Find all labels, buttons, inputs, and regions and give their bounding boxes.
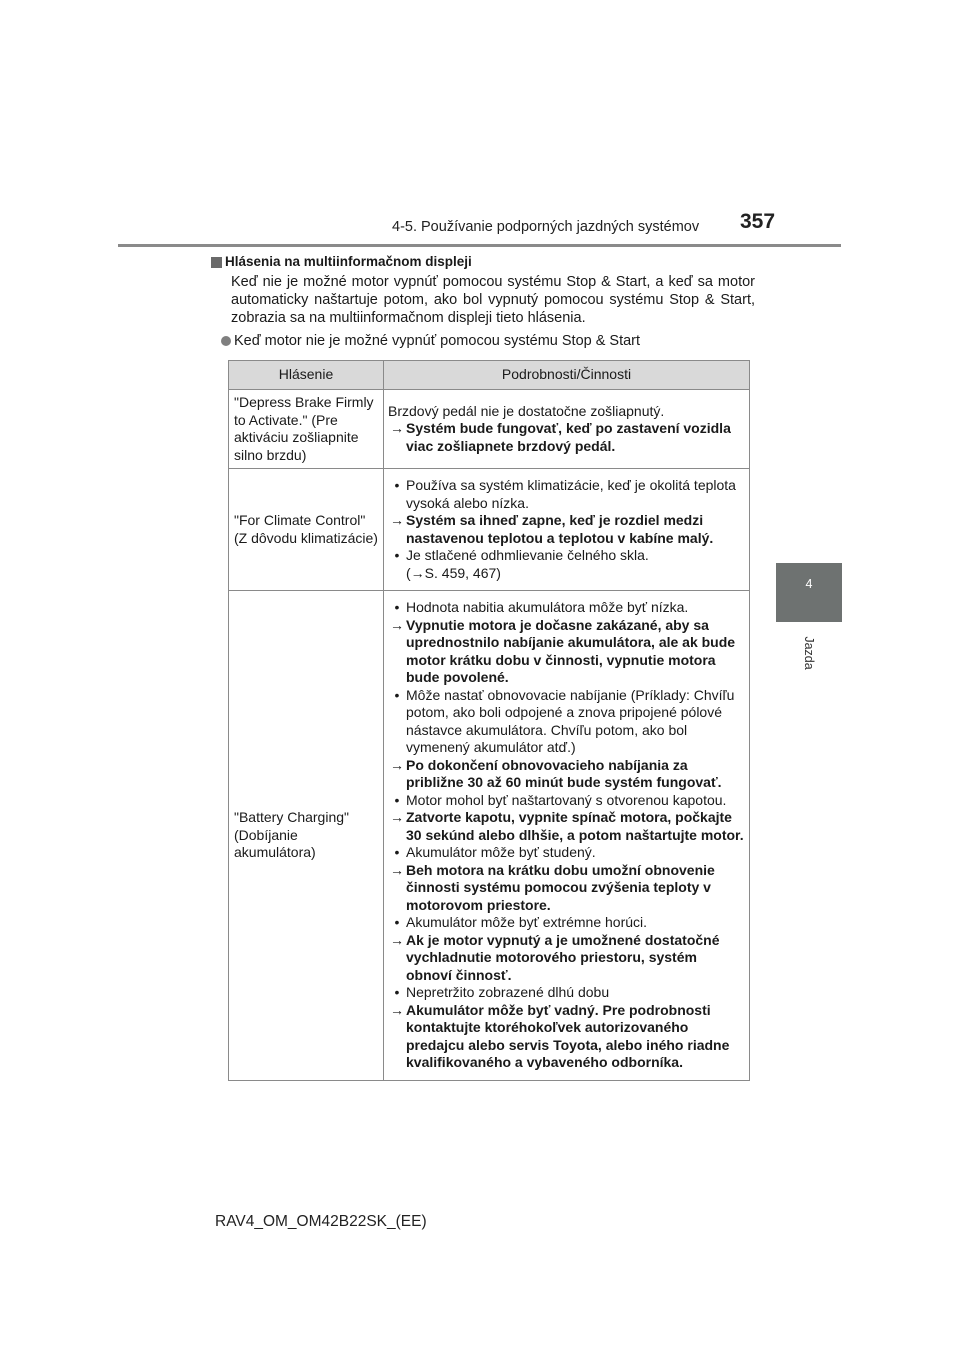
bullet-icon: • (394, 686, 400, 703)
messages-table (228, 360, 750, 1081)
square-bullet-icon (211, 257, 222, 268)
details-cell (384, 390, 750, 469)
item-text: Systém sa ihneď zapne, keď je rozdiel medzi nastavenou teplotou a teplotou v kabíne malý. (406, 512, 714, 546)
item-text: Nepretržito zobrazené dlhú dobu (406, 984, 610, 1000)
bullet-item (388, 687, 745, 757)
item-text: Akumulátor môže byť studený. (406, 844, 596, 860)
reference-item (388, 565, 745, 583)
item-text: Systém bude fungovať, keď po zastavení vozidla viac zošliapnete brzdový pedál. (406, 420, 731, 454)
message-cell: "Depress Brake Firmly to Activate." (Pre aktiváciu zošliapnite silno brzdu) (229, 390, 384, 469)
item-text: Hodnota nabitia akumulátora môže byť nízka. (406, 599, 689, 615)
chapter-label-text: Jazda (802, 636, 816, 670)
bullet-item (388, 792, 745, 810)
section-heading-text: Hlásenia na multiinformačnom displeji (225, 254, 472, 269)
bullet-item (388, 547, 745, 565)
bullet-icon: • (394, 791, 400, 808)
item-text: Akumulátor môže byť extrémne horúci. (406, 914, 648, 930)
bullet-icon: • (394, 984, 400, 1000)
arrow-icon: → (390, 861, 404, 878)
table-header-row (229, 361, 750, 390)
detail-text: Brzdový pedál nie je dostatočne zošliapnutý. (388, 402, 665, 419)
bullet-icon: • (394, 477, 400, 493)
arrow-icon: → (390, 616, 404, 633)
bullet-icon: • (394, 547, 400, 563)
table-row (229, 591, 750, 1081)
table-body (229, 390, 750, 1081)
bullet-item (388, 477, 745, 512)
message-cell: "For Climate Control" (Z dôvodu klimatizácie) (229, 469, 384, 591)
item-text: Motor mohol byť naštartovaný s otvorenou kapotou. (406, 791, 727, 808)
bullet-item (388, 844, 745, 862)
header-divider (118, 244, 841, 247)
item-text: Zatvorte kapotu, vypnite spínač motora, počkajte 30 sekúnd alebo dlhšie, a potom naštartujte motor. (406, 809, 744, 843)
action-item (388, 932, 745, 985)
message-cell: "Battery Charging" (Dobíjanie akumulátora) (229, 591, 384, 1081)
circle-bullet-item (221, 332, 751, 350)
section-title: 4-5. Používanie podporných jazdných systémov (392, 219, 700, 235)
item-text: (→S. 459, 467) (406, 564, 501, 581)
action-item (388, 420, 745, 455)
item-text: Používa sa systém klimatizácie, keď je okolitá teplota vysoká alebo nízka. (406, 477, 736, 511)
arrow-icon: → (390, 1001, 404, 1018)
item-text: Beh motora na krátku dobu umožní obnovenie činnosti systému pomocou zvýšenia teploty v motorovom priestore. (406, 861, 715, 913)
section-heading (211, 253, 751, 271)
item-text: Môže nastať obnovovacie nabíjanie (Príklady: Chvíľu potom, ako boli odpojené a znova pripojené pólové nástavce akumulátora. Chvíľu potom, ako bol vymenený akumulátor atď.) (406, 686, 735, 755)
details-cell (384, 469, 750, 591)
item-text: Ak je motor vypnutý a je umožnené dostatočné vychladnutie motorového priestoru, systém obnoví činnosť. (406, 931, 720, 983)
bullet-item (388, 914, 745, 932)
indent-spacer (388, 565, 406, 583)
details-cell (384, 591, 750, 1081)
item-text: Je stlačené odhmlievanie čelného skla. (406, 547, 649, 563)
arrow-icon: → (390, 931, 404, 948)
circle-bullet-text: Keď motor nie je možné vypnúť pomocou systému Stop & Start (234, 333, 641, 349)
bullet-icon: • (394, 844, 400, 860)
arrow-icon: → (390, 420, 404, 437)
action-item (388, 617, 745, 687)
action-item (388, 1002, 745, 1072)
action-item (388, 512, 745, 547)
chapter-label (801, 630, 815, 678)
arrow-icon: → (390, 809, 404, 825)
arrow-icon: → (390, 756, 404, 773)
chapter-tab: 4 (776, 563, 842, 622)
intro-paragraph: Keď nie je možné motor vypnúť pomocou systému Stop & Start, a keď sa motor automaticky naštartuje potom, ako bol vypnutý pomocou systému Stop & Start, zobrazia sa na multiinformačnom displeji tieto hlásenia. (231, 274, 755, 326)
action-item (388, 757, 745, 792)
arrow-icon: → (390, 512, 404, 528)
action-item (388, 862, 745, 915)
table-row (229, 390, 750, 469)
bullet-icon: • (394, 599, 400, 615)
bullet-item (388, 599, 745, 617)
bullet-item (388, 984, 745, 1002)
action-item (388, 809, 745, 844)
page-number: 357 (740, 210, 776, 233)
document-code: RAV4_OM_OM42B22SK_(EE) (215, 1213, 427, 1230)
item-text: Po dokončení obnovovacieho nabíjania za približne 30 až 60 minút bude systém fungovať. (406, 756, 722, 790)
table-row (229, 469, 750, 591)
column-header-message: Hlásenie (229, 361, 384, 390)
main-content (211, 253, 755, 350)
item-text: Vypnutie motora je dočasne zakázané, aby sa uprednostnilo nabíjanie akumulátora, ale ak bude motor krátku dobu v činnosti, vypnutie motora bude povolené. (406, 616, 736, 685)
column-header-details: Podrobnosti/Činnosti (384, 361, 750, 390)
circle-bullet-icon (221, 336, 231, 346)
item-text: Akumulátor môže byť vadný. Pre podrobnosti kontaktujte ktoréhokoľvek autorizovaného predajcu alebo servis Toyota, alebo iného riadne kvalifikovaného a vybaveného odborníka. (406, 1001, 730, 1070)
bullet-icon: • (394, 914, 400, 930)
